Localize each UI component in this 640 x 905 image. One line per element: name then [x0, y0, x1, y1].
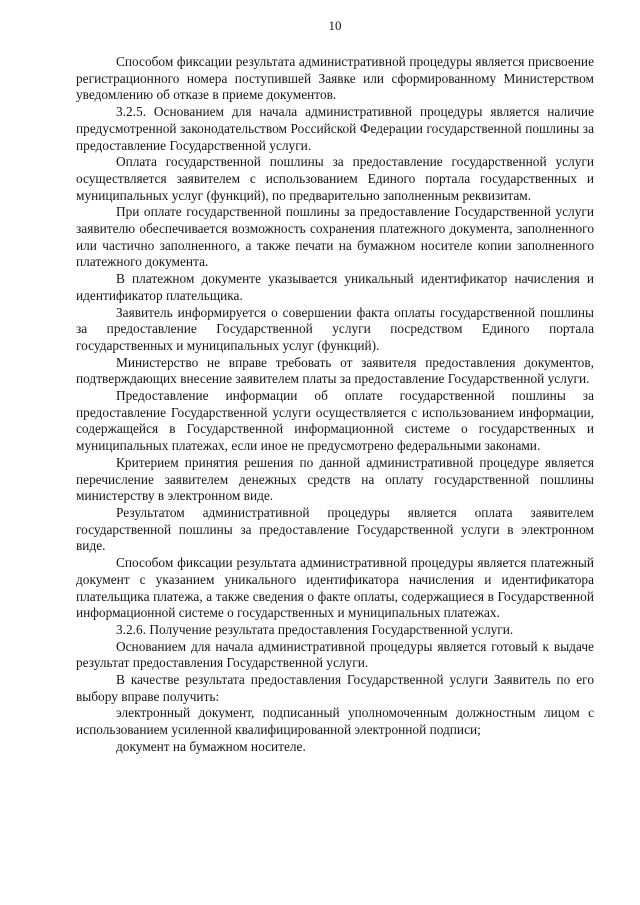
list-item: электронный документ, подписанный уполномоченным должностным лицом с использованием усиленной квалифицированной электронной подписи;	[76, 705, 594, 738]
paragraph: Заявитель информируется о совершении факта оплаты государственной пошлины за предоставление Государственной услуги посредством Единого портала государственных и муниципальных услуг (функций).	[76, 304, 594, 353]
page-number: 10	[328, 18, 342, 33]
paragraph: Способом фиксации результата административной процедуры является платежный документ с указанием уникального идентификатора начисления и идентификатора плательщика платежа, а также сведения о факте оплаты, содержащиеся в Государственной информационной системе о государственных и муниципальных платежах.	[76, 555, 594, 621]
paragraph: 3.2.5. Основанием для начала административной процедуры является наличие предусмотренной законодательством Российской Федерации государственной пошлины за предоставление Государственной услуги.	[76, 104, 594, 153]
paragraph: Критерием принятия решения по данной административной процедуре является перечисление заявителем денежных средств на оплату государственной пошлины министерству в электронном виде.	[76, 454, 594, 504]
paragraph: Основанием для начала административной процедуры является готовый к выдаче результат предоставления Государственной услуги.	[76, 638, 594, 671]
paragraph: Оплата государственной пошлины за предоставление государственной услуги осуществляется заявителем с использованием Единого портала государственных и муниципальных услуг (функций), по предварительно заполненным реквизитам.	[76, 154, 594, 203]
list-item: документ на бумажном носителе.	[116, 738, 306, 754]
section-heading: 3.2.6. Получение результата предоставления Государственной услуги.	[116, 621, 514, 637]
paragraph: Результатом административной процедуры является оплата заявителем государственной пошлины за предоставление Государственной услуги в электронном виде.	[76, 504, 594, 554]
document-body	[76, 54, 594, 756]
paragraph: Способом фиксации результата административной процедуры является присвоение регистрационного номера поступившей Заявке или сформированному Министерством уведомлению об отказе в приеме документов.	[76, 54, 594, 103]
paragraph: В платежном документе указывается уникальный идентификатор начисления и идентификатор плательщика.	[76, 271, 594, 303]
paragraph: Министерство не вправе требовать от заявителя предоставления документов, подтверждающих внесение заявителем платы за предоставление Государственной услуги.	[76, 354, 594, 387]
paragraph: При оплате государственной пошлины за предоставление Государственной услуги заявителю обеспечивается возможность сохранения платежного документа, заполненного или частично заполненного, а также печати на бумажном носителе копии заполненного платежного документа.	[76, 204, 594, 270]
paragraph: Предоставление информации об оплате государственной пошлины за предоставление Государственной услуги осуществляется с использованием информации, содержащейся в Государственной информационной системе о государственных и муниципальных платежах, если иное не предусмотрено федеральными законами.	[76, 388, 594, 454]
paragraph: В качестве результата предоставления Государственной услуги Заявитель по его выбору вправе получить:	[76, 672, 594, 704]
